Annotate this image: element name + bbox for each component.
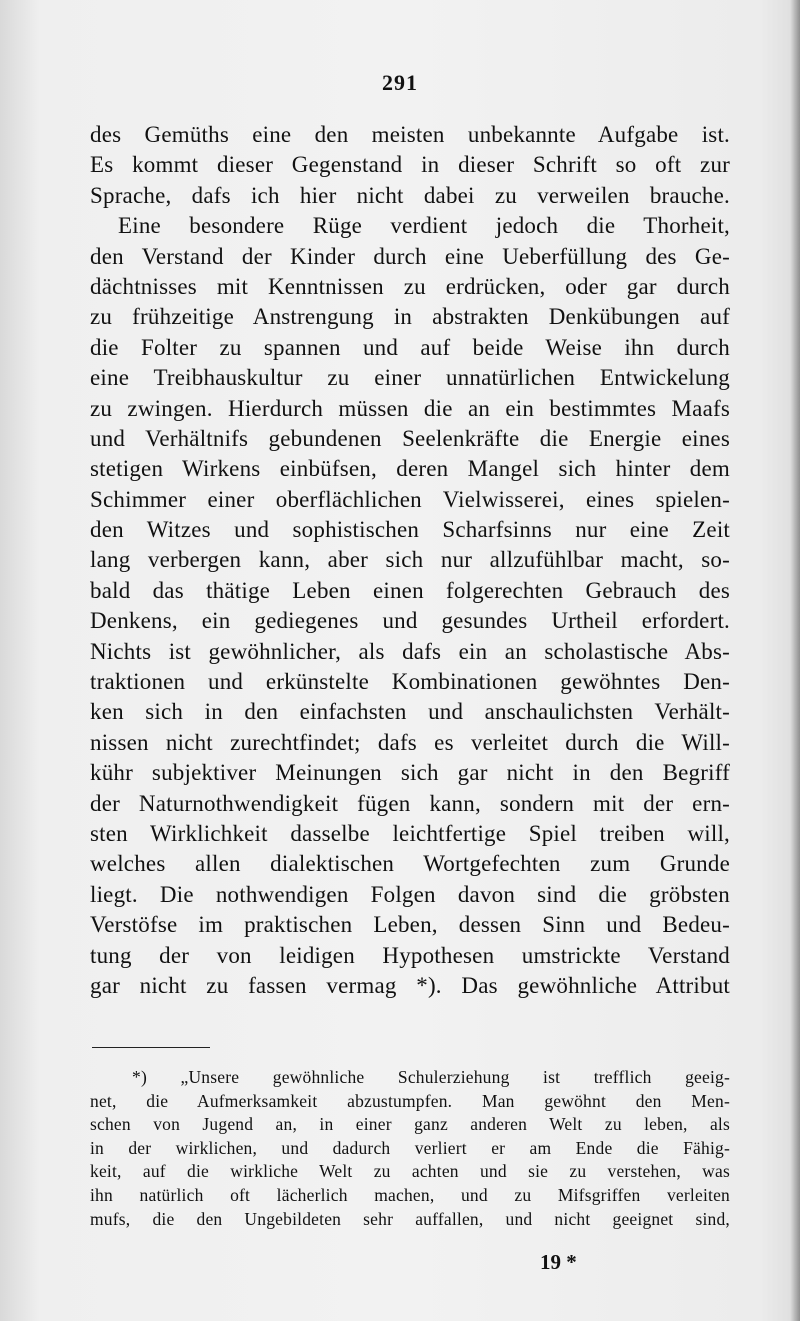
text-line: die Folter zu spannen und auf beide Weise ihn durch xyxy=(90,334,730,360)
text-line: Verstöfse im praktischen Leben, dessen Sinn und Bedeu- xyxy=(90,912,730,938)
text-line: Sprache, dafs ich hier nicht dabei zu verweilen brauche. xyxy=(90,182,730,208)
text-line: den Witzes und sophistischen Scharfsinns nur eine Zeit xyxy=(90,517,730,543)
text-line: dächtnisses mit Kenntnissen zu erdrücken, oder gar durch xyxy=(90,273,730,299)
footnote-line: mufs, die den Ungebildeten sehr auffallen, und nicht geeignet sind, xyxy=(90,1208,730,1229)
text-line: eine Treibhauskultur zu einer unnatürlichen Entwickelung xyxy=(90,365,730,391)
text-line: zu frühzeitige Anstrengung in abstrakten Denkübungen auf xyxy=(90,304,730,330)
text-line: lang verbergen kann, aber sich nur allzufühlbar macht, so- xyxy=(90,547,730,573)
footnote-line: in der wirklichen, und dadurch verliert er am Ende die Fähig- xyxy=(90,1137,730,1158)
signature-mark: 19 * xyxy=(540,1250,577,1274)
text-line: stetigen Wirkens einbüfsen, deren Mangel sich hinter dem xyxy=(90,456,730,482)
footnote-line: schen von Jugend an, in einer ganz anderen Welt zu leben, als xyxy=(90,1114,730,1135)
text-line: ken sich in den einfachsten und anschaulichsten Verhält- xyxy=(90,699,730,725)
text-line: gar nicht zu fassen vermag *). Das gewöhnliche Attribut xyxy=(90,972,730,998)
page-edge-shadow xyxy=(790,0,800,1321)
text-line: Schimmer einer oberflächlichen Vielwisserei, eines spielen- xyxy=(90,486,730,512)
text-line: Nichts ist gewöhnlicher, als dafs ein an scholastische Abs- xyxy=(90,638,730,664)
text-line: bald das thätige Leben einen folgerechten Gebrauch des xyxy=(90,577,730,603)
page-number: 291 xyxy=(382,70,418,95)
text-line: den Verstand der Kinder durch eine Ueberfüllung des Ge- xyxy=(90,243,730,269)
text-line: kühr subjektiver Meinungen sich gar nicht in den Begriff xyxy=(90,760,730,786)
text-line: sten Wirklichkeit dasselbe leichtfertige Spiel treiben will, xyxy=(90,820,730,846)
text-line: welches allen dialektischen Wortgefechten zum Grunde xyxy=(90,851,730,877)
footnote-line: ihn natürlich oft lächerlich machen, und zu Mifsgriffen verleiten xyxy=(90,1184,730,1205)
footnote-line: net, die Aufmerksamkeit abzustumpfen. Man gewöhnt den Men- xyxy=(90,1090,730,1111)
text-line: der Naturnothwendigkeit fügen kann, sondern mit der ern- xyxy=(90,790,730,816)
text-line: Es kommt dieser Gegenstand in dieser Schrift so oft zur xyxy=(90,152,730,178)
text-line: zu zwingen. Hierdurch müssen die an ein bestimmtes Maafs xyxy=(90,395,730,421)
text-line: des Gemüths eine den meisten unbekannte Aufgabe ist. xyxy=(90,122,730,147)
footnote-rule xyxy=(92,1047,210,1048)
text-line: und Verhältnifs gebundenen Seelenkräfte die Energie eines xyxy=(90,425,730,451)
text-line: traktionen und erkünstelte Kombinationen gewöhntes Den- xyxy=(90,669,730,695)
footnote-line: *) „Unsere gewöhnliche Schulerziehung ist trefflich geeig- xyxy=(132,1067,730,1087)
body-text xyxy=(90,120,730,1001)
text-line: Denkens, ein gediegenes und gesundes Urtheil erfordert. xyxy=(90,608,730,634)
text-line: tung der von leidigen Hypothesen umstrickte Verstand xyxy=(90,942,730,968)
footnote-line: keit, auf die wirkliche Welt zu achten und sie zu verstehen, was xyxy=(90,1161,730,1182)
text-line: Eine besondere Rüge verdient jedoch die Thorheit, xyxy=(118,213,730,239)
text-line: nissen nicht zurechtfindet; dafs es verleitet durch die Will- xyxy=(90,729,730,755)
footnote xyxy=(90,1066,730,1231)
text-line: liegt. Die nothwendigen Folgen davon sind die gröbsten xyxy=(90,881,730,907)
